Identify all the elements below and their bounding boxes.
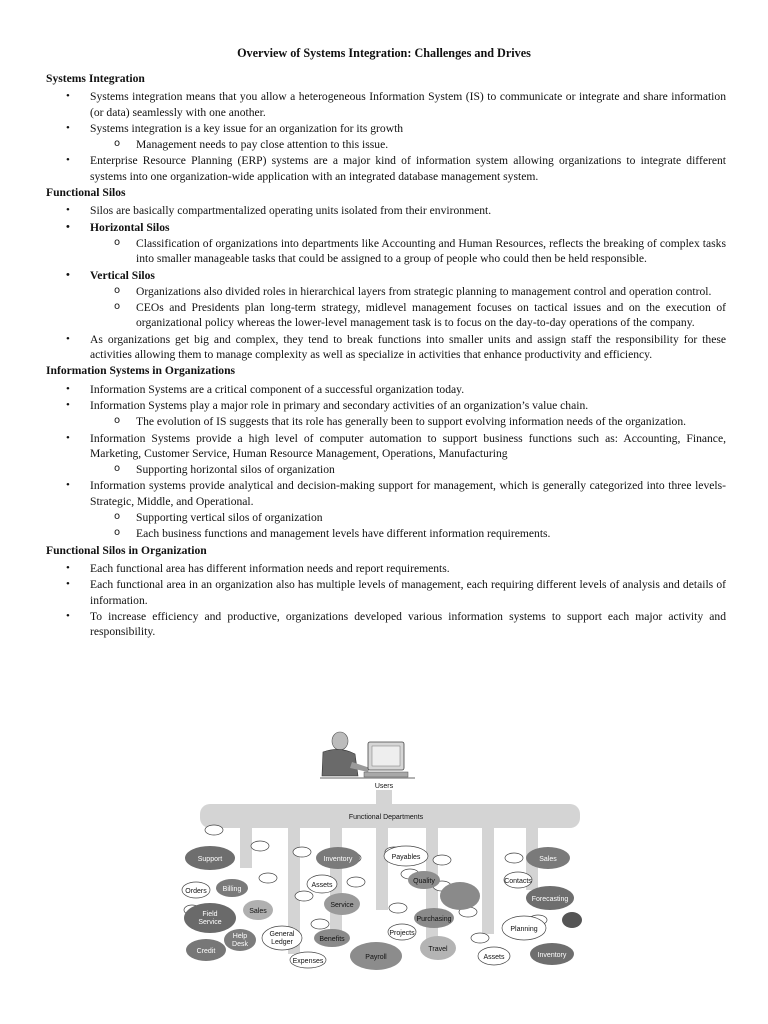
list-item: • To increase efficiency and productive, organizations developed various information systems to support each major activity and responsibility. bbox=[46, 609, 726, 640]
sub-list-item: o The evolution of IS suggests that its role has generally been to support evolving information needs of the organization. bbox=[46, 414, 726, 429]
list-item: • Each functional area in an organization also has multiple levels of management, each requiring different levels of analysis and details of information. bbox=[46, 577, 726, 608]
functional-silos-diagram bbox=[180, 728, 600, 978]
diagram-node-assets-mid bbox=[307, 875, 337, 893]
list-item: • Enterprise Resource Planning (ERP) systems are a major kind of information system allowing organizations to integrate different systems into one organization-wide application with an integrated database management system. bbox=[46, 153, 726, 184]
users-label: Users bbox=[374, 783, 394, 790]
diagram-node-payables bbox=[384, 846, 428, 866]
svg-text:Inventory: Inventory bbox=[323, 856, 353, 863]
diagram-node-field-service bbox=[184, 903, 236, 933]
diagram-svg bbox=[180, 728, 600, 978]
list-item-horizontal-silos: • Horizontal Silos bbox=[46, 220, 726, 235]
diagram-node-inventory-right bbox=[530, 943, 574, 965]
svg-text:General: General bbox=[269, 931, 295, 938]
diagram-node-help-desk bbox=[224, 929, 256, 951]
sub-list-item: o Supporting horizontal silos of organization bbox=[46, 462, 726, 477]
diagram-node-benefits bbox=[314, 929, 350, 947]
diagram-node-travel bbox=[420, 936, 456, 960]
diagram-node-payroll bbox=[350, 942, 402, 970]
svg-text:Quality: Quality bbox=[413, 878, 435, 885]
svg-text:Support: Support bbox=[197, 856, 223, 863]
list-item: • Systems integration means that you allow a heterogeneous Information System (IS) to communicate or integrate and share information (or data) seamlessly with one another. bbox=[46, 89, 726, 120]
sub-list-item: o Classification of organizations into departments like Accounting and Human Resources, reflects the breaking of complex tasks into smaller manageable tasks that could be assigned to a group of people who could then be held responsible. bbox=[46, 236, 726, 267]
list-functional-silos bbox=[46, 203, 726, 362]
svg-text:Benefits: Benefits bbox=[319, 936, 345, 943]
svg-text:Forecasting: Forecasting bbox=[531, 896, 569, 903]
diagram-node-forecasting bbox=[526, 886, 574, 910]
svg-text:Assets: Assets bbox=[311, 882, 333, 889]
sub-list-item: o Organizations also divided roles in hierarchical layers from strategic planning to management control and operation control. bbox=[46, 284, 726, 299]
list-item: • Information Systems play a major role in primary and secondary activities of an organization’s value chain. bbox=[46, 398, 726, 413]
diagram-node-sales-right bbox=[526, 847, 570, 869]
diagram-node-contacts bbox=[504, 872, 532, 888]
svg-text:Field: Field bbox=[202, 911, 218, 918]
svg-text:Desk: Desk bbox=[232, 941, 248, 948]
list-item: • As organizations get big and complex, they tend to break functions into smaller units and assign staff the responsibility for these activities allowing them to manage complexity as well as specialize in activities that enhance productivity and efficiency. bbox=[46, 332, 726, 363]
svg-text:Service: Service bbox=[198, 919, 222, 926]
document-body bbox=[46, 71, 726, 640]
diagram-node-sales-left bbox=[243, 900, 273, 920]
svg-text:Contacts: Contacts bbox=[504, 878, 532, 885]
list-systems-integration bbox=[46, 89, 726, 184]
svg-text:Billing: Billing bbox=[222, 886, 242, 893]
document-title: Overview of Systems Integration: Challenges and Drives bbox=[237, 46, 531, 60]
diagram-node-assets-right bbox=[478, 947, 510, 965]
heading-functional-silos: Functional Silos bbox=[46, 186, 126, 200]
heading-functional-silos-in-organization: Functional Silos in Organization bbox=[46, 543, 207, 557]
diagram-node-credit bbox=[186, 939, 226, 961]
svg-text:Payroll: Payroll bbox=[365, 954, 387, 961]
heading-systems-integration: Systems Integration bbox=[46, 72, 145, 85]
svg-text:Projects: Projects bbox=[389, 930, 415, 937]
diagram-node-support bbox=[185, 846, 235, 870]
diagram-node-blank-grey bbox=[440, 882, 480, 910]
list-item: • Silos are basically compartmentalized operating units isolated from their environment. bbox=[46, 203, 726, 218]
svg-text:Credit: Credit bbox=[196, 948, 216, 955]
svg-text:Sales: Sales bbox=[249, 908, 267, 915]
list-item: • Systems integration is a key issue for an organization for its growth bbox=[46, 121, 726, 136]
svg-text:Purchasing: Purchasing bbox=[416, 916, 452, 923]
diagram-node-service bbox=[324, 893, 360, 915]
user-computer-illustration bbox=[320, 732, 415, 778]
svg-text:Ledger: Ledger bbox=[271, 939, 293, 946]
svg-text:Assets: Assets bbox=[483, 954, 505, 961]
svg-text:Sales: Sales bbox=[539, 856, 557, 863]
diagram-node-inventory-top bbox=[316, 847, 360, 869]
sub-list-item: o Each business functions and management levels have different information requirements. bbox=[46, 526, 726, 541]
sub-list-item: o CEOs and Presidents plan long-term strategy, midlevel management focuses on tactical issues and on the execution of organizational policy whereas the lower-level management task is to focus on the day-to-day operations of the company. bbox=[46, 300, 726, 331]
svg-text:Expenses: Expenses bbox=[292, 958, 324, 965]
sub-list-item: o Management needs to pay close attention to this issue. bbox=[46, 137, 726, 152]
svg-text:Travel: Travel bbox=[428, 946, 448, 953]
svg-text:Inventory: Inventory bbox=[537, 952, 567, 959]
sub-list-item: o Supporting vertical silos of organization bbox=[46, 510, 726, 525]
svg-text:Help: Help bbox=[232, 933, 248, 940]
list-item: • Information systems provide analytical and decision-making support for management, which is generally categorized into three levels- Strategic, Middle, and Operational. bbox=[46, 478, 726, 509]
diagram-node-purchasing bbox=[414, 908, 454, 928]
list-item: • Information Systems are a critical component of a successful organization today. bbox=[46, 382, 726, 397]
svg-text:Planning: Planning bbox=[510, 926, 538, 933]
functional-departments-label: Functional Departments bbox=[348, 814, 424, 821]
diagram-node-orders bbox=[182, 882, 210, 898]
diagram-node-dark-dot bbox=[562, 912, 582, 928]
list-functional-silos-in-organization bbox=[46, 561, 726, 639]
diagram-node-projects bbox=[388, 924, 416, 940]
list-information-systems bbox=[46, 382, 726, 542]
heading-information-systems: Information Systems in Organizations bbox=[46, 364, 236, 378]
diagram-node-planning bbox=[502, 916, 546, 940]
list-item-vertical-silos: • Vertical Silos bbox=[46, 268, 726, 283]
diagram-node-expenses bbox=[290, 952, 326, 968]
diagram-node-billing bbox=[216, 879, 248, 897]
svg-text:Service: Service bbox=[330, 902, 354, 909]
list-item: • Each functional area has different information needs and report requirements. bbox=[46, 561, 726, 576]
svg-text:Payables: Payables bbox=[391, 854, 421, 861]
diagram-node-quality bbox=[408, 871, 440, 889]
svg-text:Orders: Orders bbox=[185, 888, 207, 895]
diagram-node-general-ledger bbox=[262, 926, 302, 950]
list-item: • Information Systems provide a high level of computer automation to support business functions such as: Accounting, Finance, Marketing, Customer Service, Human Resource Management, Operations, Manufacturing bbox=[46, 431, 726, 462]
